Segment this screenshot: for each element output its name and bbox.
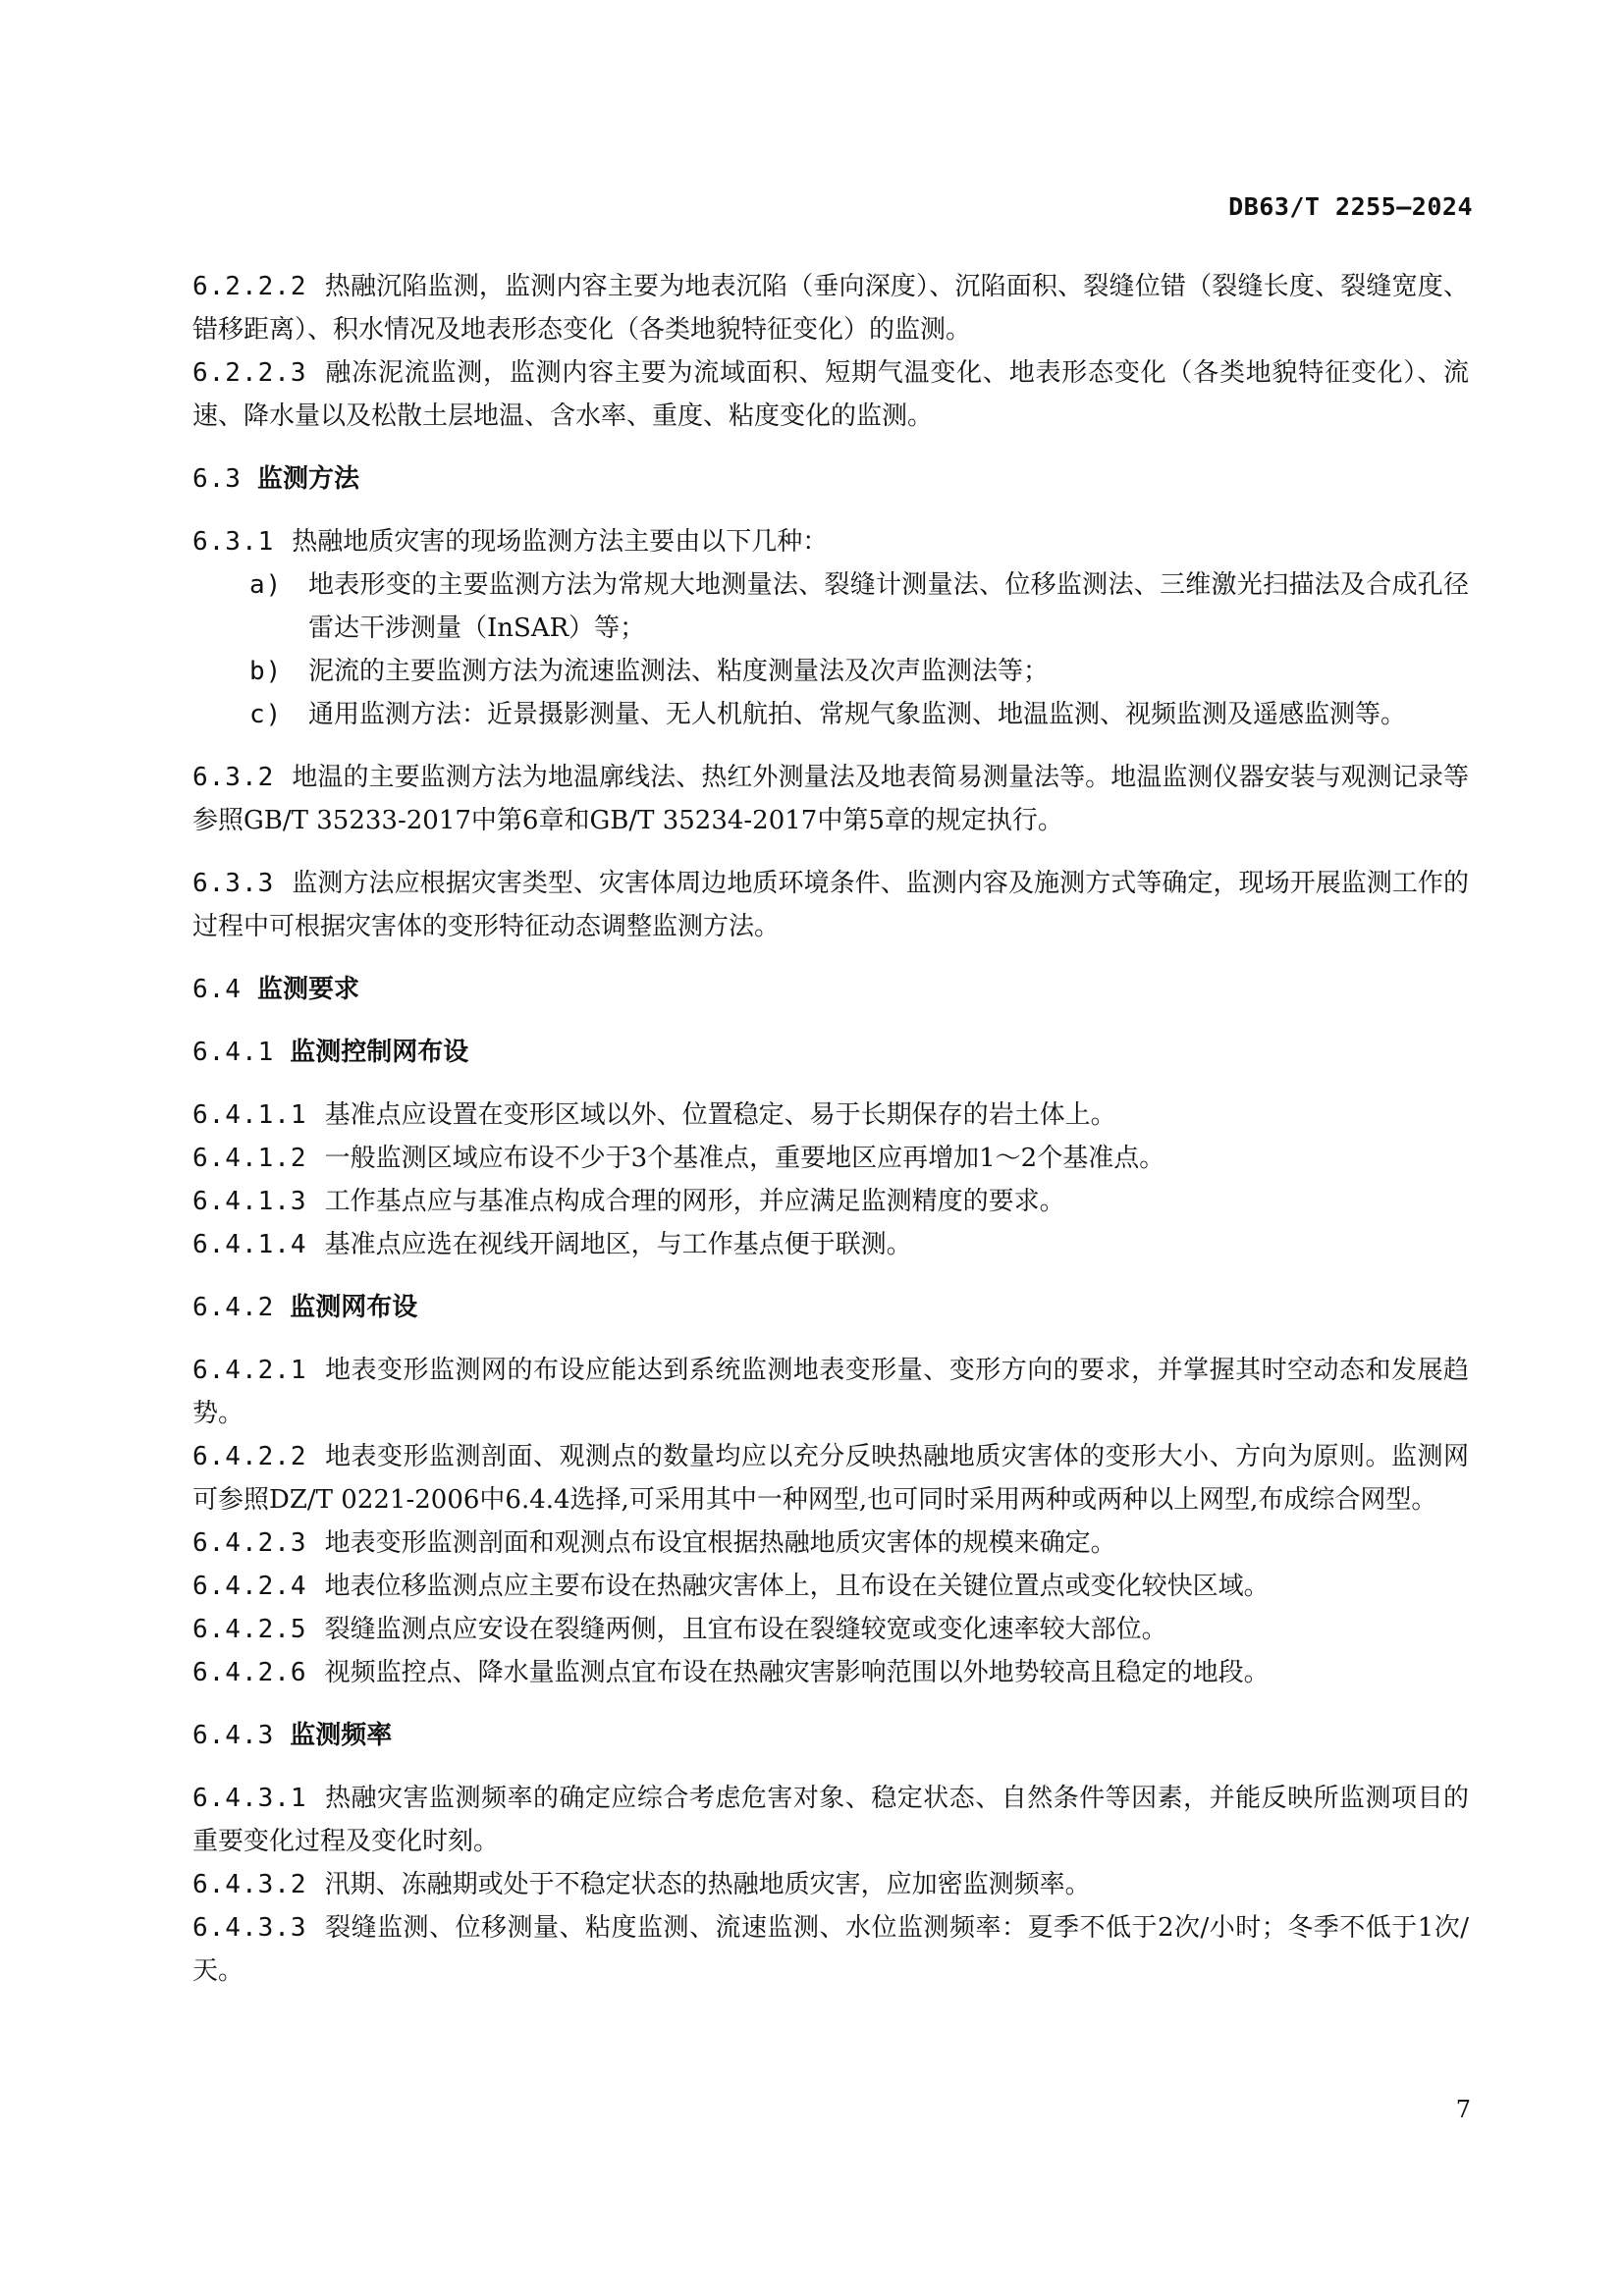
- clause-6-4-2-4: [192, 1565, 1469, 1608]
- clause-number: 6.4.2.2: [192, 1442, 307, 1471]
- heading-number: 6.4.2: [192, 1293, 275, 1322]
- clause-6-4-1-4: [192, 1223, 1469, 1266]
- heading-text: 监测控制网布设: [290, 1038, 469, 1067]
- clause-text: 一般监测区域应布设不少于3个基准点，重要地区应再增加1～2个基准点。: [324, 1144, 1165, 1173]
- clause-6-4-3-2: [192, 1863, 1469, 1906]
- clause-text: 热融沉陷监测，监测内容主要为地表沉陷（垂向深度）、沉陷面积、裂缝位错（裂缝长度、裂缝宽度、错移距离）、积水情况及地表形态变化（各类地貌特征变化）的监测。: [192, 272, 1469, 345]
- clause-number: 6.4.2.1: [192, 1356, 307, 1385]
- clause-6-4-2-1: [192, 1349, 1469, 1435]
- clause-text: 工作基点应与基准点构成合理的网形，并应满足监测精度的要求。: [324, 1187, 1065, 1216]
- heading-number: 6.4.3: [192, 1721, 275, 1750]
- clause-number: 6.4.2.3: [192, 1528, 307, 1558]
- clause-number: 6.3.2: [192, 763, 275, 792]
- section-heading-6-4-2: [192, 1286, 1469, 1329]
- list-marker: b): [249, 657, 283, 686]
- heading-text: 监测要求: [256, 975, 359, 1004]
- clause-number: 6.4.1.2: [192, 1144, 307, 1173]
- clause-text: 基准点应设置在变形区域以外、位置稳定、易于长期保存的岩土体上。: [324, 1100, 1116, 1130]
- clause-text: 裂缝监测点应安设在裂缝两侧，且宜布设在裂缝较宽或变化速率较大部位。: [324, 1615, 1167, 1644]
- section-heading-6-4: [192, 968, 1469, 1011]
- clause-number: 6.4.3.1: [192, 1784, 307, 1813]
- clause-text: 汛期、冻融期或处于不稳定状态的热融地质灾害，应加密监测频率。: [324, 1870, 1091, 1899]
- heading-text: 监测频率: [290, 1721, 393, 1750]
- clause-number: 6.3.3: [192, 869, 275, 898]
- list-marker: c): [249, 700, 283, 729]
- list-item-b: [192, 650, 1469, 693]
- clause-number: 6.4.3.2: [192, 1870, 307, 1899]
- clause-6-4-3-1: [192, 1777, 1469, 1863]
- clause-text: 热融地质灾害的现场监测方法主要由以下几种：: [292, 527, 829, 557]
- clause-6-4-1-1: [192, 1094, 1469, 1137]
- clause-text: 地表变形监测网的布设应能达到系统监测地表变形量、变形方向的要求，并掌握其时空动态和发展趋势。: [192, 1356, 1469, 1428]
- section-heading-6-3: [192, 457, 1469, 501]
- clause-number: 6.4.3.3: [192, 1913, 307, 1943]
- standard-code-header: DB63/T 2255—2024: [1228, 192, 1473, 221]
- page-number: 7: [1455, 2096, 1471, 2123]
- document-body: [192, 265, 1469, 1993]
- clause-text: 融冻泥流监测，监测内容主要为流域面积、短期气温变化、地表形态变化（各类地貌特征变化）、流速、降水量以及松散土层地温、含水率、重度、粘度变化的监测。: [192, 358, 1469, 431]
- clause-text: 基准点应选在视线开阔地区，与工作基点便于联测。: [324, 1230, 912, 1259]
- clause-number: 6.4.2.4: [192, 1572, 307, 1601]
- clause-6-4-2-3: [192, 1522, 1469, 1565]
- heading-number: 6.4: [192, 975, 242, 1004]
- section-heading-6-4-1: [192, 1031, 1469, 1074]
- clause-6-4-2-6: [192, 1651, 1469, 1694]
- heading-number: 6.3: [192, 464, 242, 494]
- section-heading-6-4-3: [192, 1714, 1469, 1757]
- clause-text: 地表位移监测点应主要布设在热融灾害体上，且布设在关键位置点或变化较快区域。: [324, 1572, 1270, 1601]
- clause-6-3-3: [192, 862, 1469, 948]
- clause-6-4-2-5: [192, 1608, 1469, 1651]
- clause-number: 6.2.2.2: [192, 272, 307, 301]
- clause-text: 地温的主要监测方法为地温廓线法、热红外测量法及地表简易测量法等。地温监测仪器安装与观测记录等参照GB/T 35233-2017中第6章和GB/T 35234-2017中第5章的规定执行。: [192, 763, 1469, 835]
- clause-number: 6.4.1.4: [192, 1230, 307, 1259]
- list-item-a: [192, 563, 1469, 650]
- list-text: 泥流的主要监测方法为流速监测法、粘度测量法及次声监测法等；: [308, 657, 1050, 686]
- clause-number: 6.4.2.5: [192, 1615, 307, 1644]
- clause-text: 裂缝监测、位移测量、粘度监测、流速监测、水位监测频率：夏季不低于2次/小时；冬季不低于1次/天。: [192, 1913, 1469, 1986]
- clause-text: 地表变形监测剖面和观测点布设宜根据热融地质灾害体的规模来确定。: [324, 1528, 1116, 1558]
- clause-6-4-1-2: [192, 1137, 1469, 1180]
- clause-number: 6.4.1.1: [192, 1100, 307, 1130]
- clause-text: 地表变形监测剖面、观测点的数量均应以充分反映热融地质灾害体的变形大小、方向为原则。监测网可参照DZ/T 0221-2006中6.4.4选择,可采用其中一种网型,也可同时采用两种或两种以上网型,布成综合网型。: [192, 1442, 1469, 1515]
- list-text: 地表形变的主要监测方法为常规大地测量法、裂缝计测量法、位移监测法、三维激光扫描法及合成孔径雷达干涉测量（InSAR）等；: [308, 570, 1469, 643]
- heading-text: 监测方法: [256, 464, 359, 494]
- clause-number: 6.4.2.6: [192, 1658, 307, 1687]
- clause-6-3-1: [192, 520, 1469, 563]
- list-marker: a): [249, 570, 283, 600]
- clause-6-2-2-2: [192, 265, 1469, 351]
- clause-6-2-2-3: [192, 351, 1469, 438]
- clause-6-4-2-2: [192, 1435, 1469, 1522]
- heading-number: 6.4.1: [192, 1038, 275, 1067]
- list-text: 通用监测方法：近景摄影测量、无人机航拍、常规气象监测、地温监测、视频监测及遥感监测等。: [308, 700, 1407, 729]
- clause-number: 6.4.1.3: [192, 1187, 307, 1216]
- clause-6-3-2: [192, 756, 1469, 842]
- clause-number: 6.2.2.3: [192, 358, 307, 388]
- list-item-c: [192, 693, 1469, 736]
- clause-text: 热融灾害监测频率的确定应综合考虑危害对象、稳定状态、自然条件等因素，并能反映所监测项目的重要变化过程及变化时刻。: [192, 1784, 1469, 1856]
- heading-text: 监测网布设: [290, 1293, 418, 1322]
- clause-6-4-1-3: [192, 1180, 1469, 1223]
- clause-text: 监测方法应根据灾害类型、灾害体周边地质环境条件、监测内容及施测方式等确定，现场开展监测工作的过程中可根据灾害体的变形特征动态调整监测方法。: [192, 869, 1469, 941]
- clause-6-4-3-3: [192, 1906, 1469, 1993]
- clause-number: 6.3.1: [192, 527, 275, 557]
- clause-text: 视频监控点、降水量监测点宜布设在热融灾害影响范围以外地势较高且稳定的地段。: [324, 1658, 1270, 1687]
